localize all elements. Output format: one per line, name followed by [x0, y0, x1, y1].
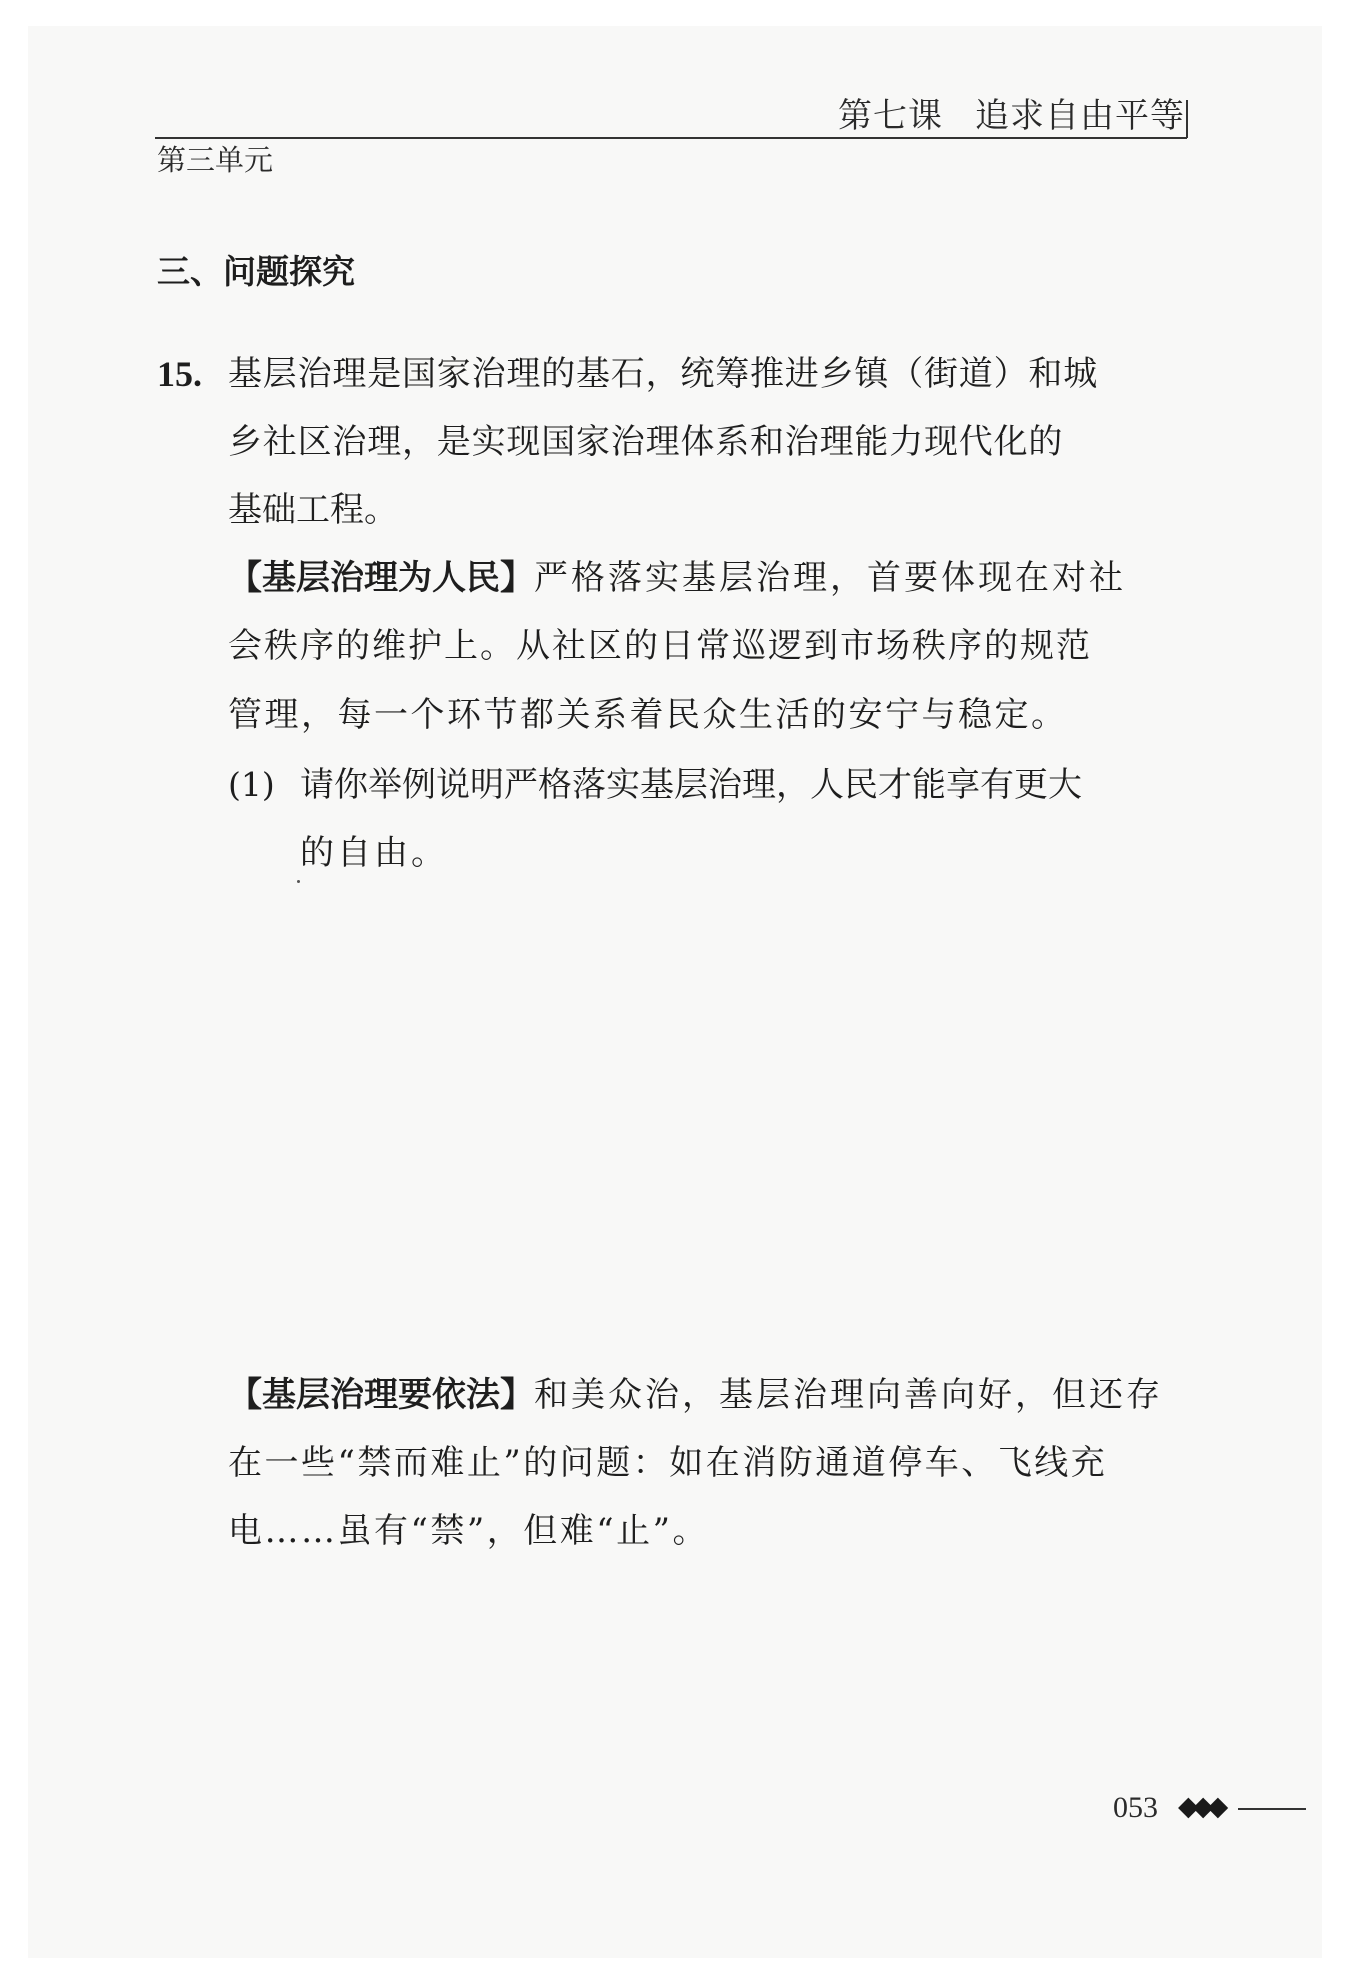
header-rule — [155, 137, 1187, 139]
sub-question-line: 的自由。 — [300, 833, 448, 873]
page-background — [28, 26, 1322, 1958]
header-vertical-bar — [1186, 100, 1188, 138]
material-2-line: 电……虽有“禁”，但难“止”。 — [228, 1511, 710, 1551]
lesson-title: 追求自由平等 — [975, 96, 1185, 136]
running-header-right — [838, 96, 1185, 136]
question-intro-line: 基层治理是国家治理的基石，统筹推进乡镇（街道）和城 — [228, 354, 1098, 394]
question-number: 15. — [157, 354, 202, 394]
material-1-line: 会秩序的维护上。从社区的日常巡逻到市场秩序的规范 — [228, 626, 1092, 666]
section-title: 三、问题探究 — [157, 252, 355, 291]
material-2-text: 和美众治，基层治理向善向好，但还存 — [534, 1375, 1163, 1415]
footer-rule — [1238, 1808, 1306, 1810]
material-2-tag: 【基层治理要依法】 — [228, 1375, 534, 1415]
diamond-ornament-icon: ◆◆◆ — [1178, 1791, 1223, 1822]
unit-label: 第三单元 — [157, 143, 274, 177]
material-1-text: 严格落实基层治理，首要体现在对社 — [534, 558, 1126, 598]
question-intro-line: 乡社区治理，是实现国家治理体系和治理能力现代化的 — [228, 422, 1064, 462]
sub-question-number: (1) — [228, 765, 275, 804]
material-1-first-line — [228, 556, 1126, 600]
sub-question-line: 请你举例说明严格落实基层治理，人民才能享有更大 — [300, 765, 1082, 805]
question-intro-line: 基础工程。 — [228, 490, 398, 530]
material-2-line: 在一些“禁而难止”的问题：如在消防通道停车、飞线充 — [228, 1443, 1108, 1483]
material-1-tag: 【基层治理为人民】 — [228, 558, 534, 598]
pencil-mark — [297, 880, 300, 883]
material-1-line: 管理，每一个环节都关系着民众生活的安宁与稳定。 — [228, 695, 1068, 735]
lesson-number: 第七课 — [838, 96, 943, 136]
material-2-first-line — [228, 1373, 1163, 1417]
page-number: 053 — [1113, 1791, 1158, 1824]
